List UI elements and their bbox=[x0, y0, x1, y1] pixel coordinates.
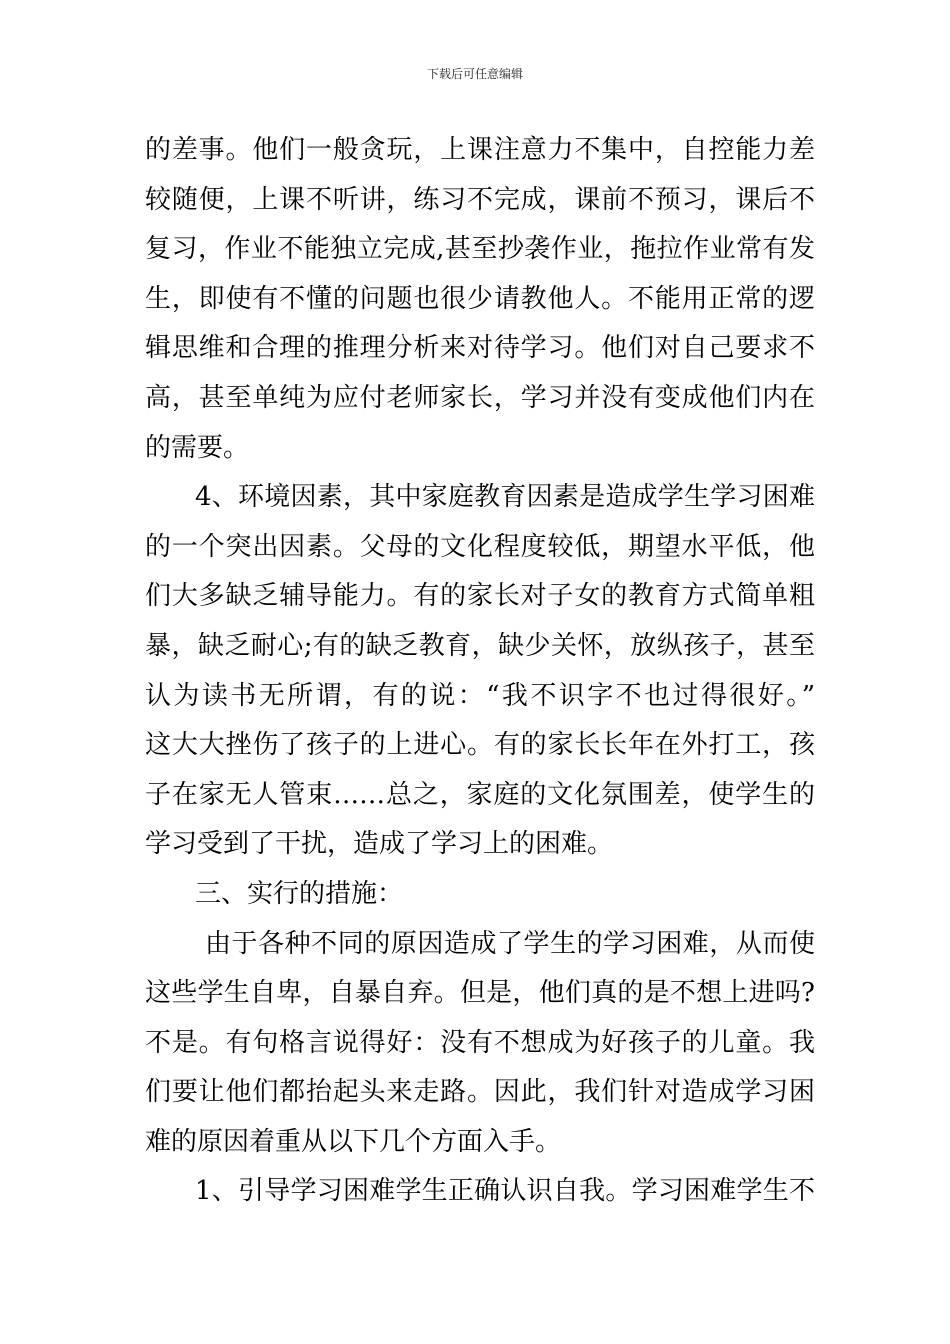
text-line: 子在家无人管束……总之，家庭的文化氛围差，使学生的 bbox=[145, 779, 815, 810]
text-line: 暴，缺乏耐心;有的缺乏教育，缺少关怀，放纵孩子，甚至 bbox=[145, 630, 815, 661]
page-header: 下载后可任意编辑 bbox=[426, 67, 523, 81]
text-line: 较随便，上课不听讲，练习不完成，课前不预习，课后不 bbox=[145, 184, 815, 215]
text-line: 复习，作业不能独立完成,甚至抄袭作业，拖拉作业常有发 bbox=[145, 234, 815, 265]
paragraph bbox=[145, 473, 815, 870]
paragraph bbox=[145, 1167, 815, 1217]
text-line: 的一个突出因素。父母的文化程度较低，期望水平低，他 bbox=[145, 531, 815, 562]
paragraph bbox=[145, 920, 815, 1168]
paragraph bbox=[145, 126, 815, 473]
text-line: 认为读书无所谓，有的说：“我不识字不也过得很好。” bbox=[145, 680, 815, 711]
text-line: 们大多缺乏辅导能力。有的家长对子女的教育方式简单粗 bbox=[145, 581, 815, 612]
text-line: 4、环境因素，其中家庭教育因素是造成学生学习困难 bbox=[195, 482, 815, 513]
text-line: 的需要。 bbox=[145, 432, 250, 463]
text-line: 不是。有句格言说得好：没有不想成为好孩子的儿童。我 bbox=[145, 1027, 815, 1058]
text-line: 由于各种不同的原因造成了学生的学习困难，从而使 bbox=[205, 928, 815, 959]
text-line: 生，即使有不懂的问题也很少请教他人。不能用正常的逻 bbox=[145, 283, 815, 314]
text-line: 辑思维和合理的推理分析来对待学习。他们对自己要求不 bbox=[145, 333, 815, 364]
text-line: 1、引导学习困难学生正确认识自我。学习困难学生不 bbox=[195, 1176, 815, 1207]
text-line: 这些学生自卑，自暴自弃。但是，他们真的是不想上进吗? bbox=[145, 978, 815, 1009]
text-line: 学习受到了干扰，造成了学习上的困难。 bbox=[145, 829, 614, 860]
text-line: 们要让他们都抬起头来走路。因此，我们针对造成学习困 bbox=[145, 1077, 815, 1108]
text-line: 这大大挫伤了孩子的上进心。有的家长长年在外打工，孩 bbox=[145, 730, 815, 761]
document-body bbox=[145, 126, 815, 1217]
text-line: 难的原因着重从以下几个方面入手。 bbox=[145, 1126, 562, 1157]
text-line: 三、实行的措施： bbox=[195, 878, 404, 909]
text-line: 的差事。他们一般贪玩，上课注意力不集中，自控能力差 bbox=[145, 135, 815, 165]
text-line: 高，甚至单纯为应付老师家长，学习并没有变成他们内在 bbox=[145, 382, 815, 413]
section-heading bbox=[145, 870, 815, 920]
